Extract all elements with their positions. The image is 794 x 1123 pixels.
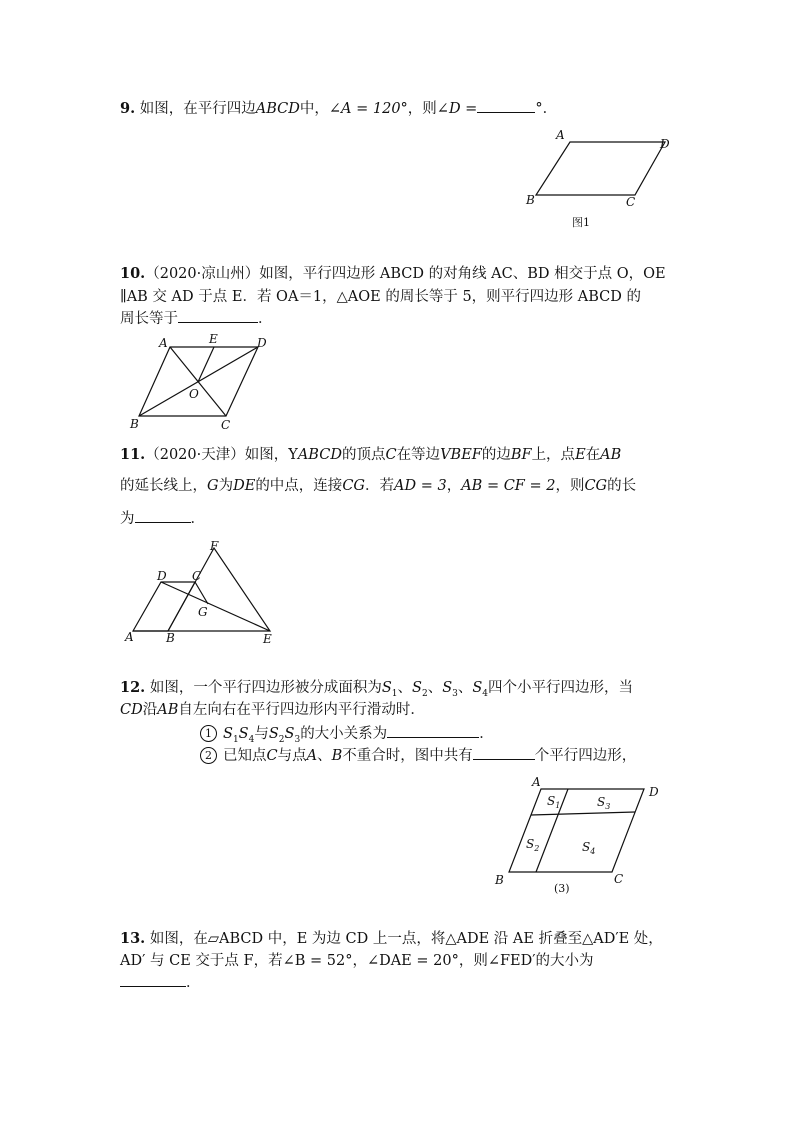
s-subscript: 1 [555,801,561,810]
q12-t: CD [120,702,143,718]
q11-t: 为 [120,511,135,527]
q9-figure [520,125,700,235]
q12-item2 [200,745,636,766]
q11-t: ． [190,511,205,527]
label-O: O [189,387,199,401]
q11-t: ABCD [297,447,342,463]
label-A: A [125,630,134,644]
q12-t: S [442,680,453,696]
q13-line3-end: ． [186,975,201,991]
q11-t: ．若 [365,478,394,494]
q12-t: 2 [278,734,285,745]
answer-blank[interactable] [477,98,535,113]
q11-figure [120,538,290,650]
q12-t: S [238,726,249,742]
question-number: 10. [120,265,146,282]
q12-t: S [223,726,233,742]
q12-t: B [331,748,343,764]
label-D: D [257,336,267,350]
figure-caption: 图1 [572,216,590,229]
s-letter: S [526,837,535,851]
q11-t: AB [600,447,622,463]
q10-figure [128,332,278,436]
q11-t: 的边 [481,447,511,463]
q12-t: ． [479,726,494,742]
circled-number: 2 [200,747,217,764]
q12-t: 、 [317,748,332,764]
q12-t: 3 [452,688,458,699]
s-letter: S [597,795,606,809]
s-letter: S [582,840,591,854]
q9-text-d: °． [535,101,558,117]
q11-t: E [575,447,586,463]
q12-t: 如图，一个平行四边形被分成面积为 [145,680,382,696]
q11-line2 [120,476,636,496]
answer-blank[interactable] [178,308,258,323]
label-B: B [526,193,535,207]
q11-t: G [207,478,219,494]
q11-t: 的顶点 [341,447,386,463]
q12-t: S [472,680,483,696]
q11-t: Y [288,447,298,463]
q10-line3-text: 周长等于 [120,311,178,327]
label-A: A [556,128,565,142]
q10-line1-text: （2020·凉山州）如图，平行四边形 ABCD 的对角线 AC、BD 相交于点 O，OE [145,266,666,282]
q12-t: 四个小平行四边形，当 [488,680,634,696]
q12-t: 沿 [142,702,158,718]
q12-t: 3 [294,734,301,745]
q11-t: 的长 [607,478,637,494]
q9-angle-a: ∠A = 120° [328,101,408,117]
q11-t: 在等边 [396,447,441,463]
q13-line2: AD′ 与 CE 交于点 F，若∠B = 52°，∠DAE = 20°，则∠FED′的大小为 [120,953,594,969]
q12-t: 与 [254,726,269,742]
q12-t: 的大小关系为 [300,726,388,742]
label-F: F [210,539,219,553]
question-number: 9. [120,100,136,117]
label-G: G [198,605,208,619]
q11-t: ，则 [555,478,585,494]
label-S3 [597,795,610,811]
parallelogram [536,142,665,195]
q12-t: S [268,726,279,742]
question-number: 11. [120,446,146,463]
label-A: A [532,775,541,789]
q11-t: AB = CF = 2 [461,478,556,494]
q11-line1 [120,445,621,465]
q11-t: 的中点，连接 [255,478,343,494]
q12-line2 [120,700,425,720]
q12-t: 4 [248,734,255,745]
label-D: D [157,569,167,583]
q12-t: 1 [232,734,239,745]
label-E: E [263,632,272,646]
q11-t: ， [446,478,462,494]
label-S2 [526,837,539,853]
q11-t: BF [510,447,532,463]
s-subscript: 4 [590,847,596,856]
parallelogram-ABCD [133,582,195,631]
label-C: C [192,569,202,583]
s-subscript: 2 [534,844,540,853]
q12-t: 、 [457,680,473,696]
horizontal-divider [531,812,635,815]
q12-t: 已知点 [223,748,267,764]
q12-t: S [381,680,392,696]
q11-t: VBEF [440,447,482,463]
q12-t: AB [157,702,179,718]
q12-t: 不重合时，图中共有 [342,748,473,764]
q11-t: 上，点 [531,447,576,463]
label-E: E [209,332,218,346]
label-S1 [547,794,560,810]
q12-t: 4 [482,688,489,699]
label-D: D [649,785,659,799]
question-number: 12. [120,679,146,696]
q9-text-c: ，则 [407,101,437,117]
q12-t: C [266,748,278,764]
q10-line2: ∥AB 交 AD 于点 E．若 OA＝1，△AOE 的周长等于 5，则平行四边形 ABCD 的 [120,289,642,305]
label-A: A [159,336,168,350]
q9-abcd: ABCD [255,101,300,117]
q12-t: A [306,748,318,764]
question-number: 13. [120,930,146,947]
circled-number: 1 [200,725,217,742]
q11-t: CG [342,478,365,494]
q13-line3 [120,972,201,993]
q10-line3-end: ． [258,311,273,327]
answer-blank[interactable] [120,972,186,987]
q9-text [120,98,557,119]
parallelogram [509,789,644,872]
q9-text-b: 中， [299,101,329,117]
label-S4 [582,840,595,856]
q12-t: 2 [421,688,428,699]
q12-t: 1 [391,688,398,699]
q11-t: DE [233,478,256,494]
answer-blank[interactable] [473,745,535,760]
label-C: C [221,418,231,432]
q11-t: 为 [218,478,234,494]
q11-t: 的延长线上， [120,478,207,494]
q11-t: AD = 3 [394,478,447,494]
q12-t: 自左向右在平行四边形内平行滑动时． [178,702,425,718]
q11-t: CG [584,478,608,494]
q12-t: 、 [427,680,443,696]
q12-figure [490,775,680,897]
q13-line1-text: 如图，在▱ABCD 中，E 为边 CD 上一点，将△ADE 沿 AE 折叠至△AD′E 处， [145,931,663,947]
figure-caption: (3) [554,882,570,895]
q9-angle-d: ∠D = [436,101,478,117]
q12-t: S [284,726,295,742]
q11-t: 在 [585,447,601,463]
s-subscript: 3 [605,802,611,811]
answer-blank[interactable] [387,723,479,738]
label-B: B [495,873,504,887]
label-C: C [626,195,636,209]
label-C: C [614,872,624,886]
q11-t: C [385,447,397,463]
label-B: B [166,631,175,645]
q11-line3 [120,508,205,529]
q12-t: 个平行四边形， [534,748,637,764]
label-D: D [660,137,670,151]
answer-blank[interactable] [135,508,191,523]
q12-t: 、 [397,680,413,696]
s-letter: S [547,794,556,808]
q12-t: 与点 [277,748,307,764]
q11-t: （2020·天津）如图， [145,447,289,463]
q10-line3 [120,308,273,329]
q9-text-a: 如图，在平行四边 [135,101,256,117]
q12-t: S [412,680,422,696]
label-B: B [130,417,139,431]
q13-line1 [120,929,663,949]
q10-line1 [120,264,666,284]
